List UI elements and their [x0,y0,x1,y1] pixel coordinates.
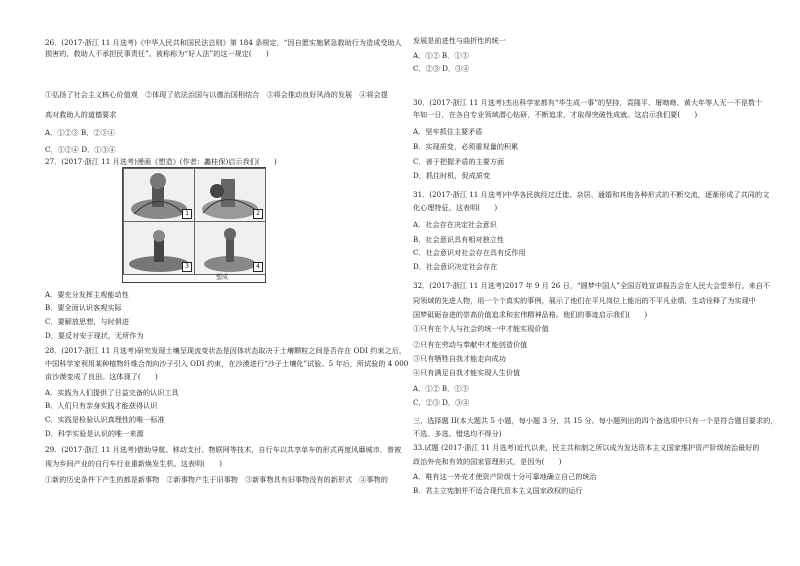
text-line: C．要解放思想，与时俱进 [45,317,130,326]
cartoon-panel-2 [194,168,266,222]
text-line: 化心理特征。这表明( ) [413,203,498,212]
cartoon-panel-3 [123,221,195,275]
panel-number: 1 [182,209,192,219]
text-line: C．②③ D．③④ [413,398,470,407]
text-line: 不选、多选、错选均不得分) [413,429,502,438]
text-line: B．君主立宪制并不适合现代资本主义国家政权的运行 [413,486,583,495]
text-line: B．社会意识具有相对独立性 [413,235,504,244]
text-line: 33.试题 (2017·浙江 11 月选考)近代以来，民主共和制之所以成为发达资本主义国家维护资产阶级统治最好的 [413,443,760,452]
cartoon-panel-4 [194,221,266,275]
text-line: 损害的，救助人不承担民事责任”。被称称为“好人法”的这一规定( ) [45,49,269,58]
text-line: D．要反对安于现状，无所作为 [45,331,144,340]
text-line: A．①②③ B．②③④ [45,128,115,137]
text-line: D．抓住时机，促成质变 [413,171,491,180]
panel-number: 4 [253,262,263,272]
text-line: D．科学实验是认识的唯一来源 [45,429,144,438]
text-line: 发展是前进性与曲折性的统一 [413,36,506,45]
text-line: 中国科学家利用某种植物纤维合剂向沙子引入 ODI 约束，在沙漠进行“沙子土壤化”试验。5 年后，所试验的 4 000 [45,359,409,368]
text-line: A．唯有这一外壳才使资产阶级十分可靠地确立自己的统治 [413,472,597,481]
text-line: A．实践为人们提供了日益完备的认识工具 [45,388,179,397]
text-line: 高对救助人的道德要求 [45,110,117,119]
text-line: C．善于把握矛盾的主要方面 [413,157,505,166]
text-line: 同领域的先进人物，用一个个真实的事例，展示了他们在平凡岗位上能出的不平凡业绩，生动诠释了为实现中 [413,296,756,305]
panel-number: 3 [182,262,192,272]
text-line: C．实践是检验认识真理性的唯一标准 [45,415,165,424]
text-line: A．①② B．①③ [413,384,469,393]
text-line: C．社会意识对社会存在具有反作用 [413,248,526,257]
text-line: ②只有在劳动与奉献中才能创造价值 [413,340,528,349]
text-line: 年如一日，在各自专业领域潜心钻研，不断追求，才取得突破性成就。这启示我们要( ) [413,110,698,119]
text-line: B．要全面认识客观实际 [45,303,122,312]
text-line: A．①② B．①③ [413,51,469,60]
text-line: 亩沙漠变成了良田。这体现了( ) [45,372,158,381]
text-line: ①新的历史条件下产生的都是新事物 ②新事物产生于旧事物 ③新事物具有旧事物没有的新形式 ④事物的 [45,475,388,484]
text-line: 视为乡间产业的自行车行业重新焕发生机。这表明( ) [45,459,223,468]
text-line: 27．(2017·浙江 11 月选考)漫画《塑造》(作者：蠡桂保)启示我们( ) [45,157,277,166]
text-line: D．社会意识决定社会存在 [413,262,498,271]
panel-number: 2 [253,209,263,219]
text-line: B．实现质变，必须重视量的积累 [413,142,519,151]
cartoon-shaping [122,167,266,283]
text-line: 30．(2017·浙江 11 月选考)杰出科学家都有“毕生成一事”的坚持，袁隆平、屠呦呦、黄大年等人无一不是数十 [413,98,763,107]
text-line: A．要充分发挥主观能动性 [45,290,129,299]
text-line: ①只有在个人与社会的统一中才能实现价值 [413,324,549,333]
text-line: ③只有牺牲自我才能走向成功 [413,354,506,363]
text-line: B．人们只有亲身实践才能获得认识 [45,401,158,410]
text-line: A．坚牢抓住主要矛盾 [413,127,483,136]
cartoon-caption: 塑成 [216,274,229,281]
text-line: 31．(2017·浙江 11 月选考)中华各民族经过迁徙、杂居、通婚和其他各种形式的不断交流，逐渐形成了共同的文 [413,190,770,199]
cartoon-panel-1 [123,168,195,222]
text-line: ①弘扬了社会主义核心价值观 ②体现了依法治国与以德治国相结合 ③将会推动良好风尚的发展 ④将会提 [45,90,388,99]
text-line: C．①②④ D．①③④ [45,145,116,154]
text-line: 政治外壳和有效的国家管理形式，是因为( ) [413,457,562,466]
text-line: 26．(2017·浙江 11 月选考)《中华人民共和国民法总则》第 184 条规定，“因自愿实施紧急救助行为造成受助人 [45,38,402,47]
text-line: 28．(2017·浙江 11 月选考)研究发现土壤呈现流变状态是因体状态取决于土壤颗粒之间是否存在 ODI 约束之后， [45,346,407,355]
text-line: A．社会存在决定社会意识 [413,220,497,229]
text-line: 三、选择题 II(本大题共 5 小题，每小题 3 分，共 15 分。每小题列出的四个备选项中只有一个是符合题目要求的， [413,416,778,425]
text-line: 国梦砥砺奋进的崇高价值追求和宏伟精神品格。他们的事迹启示我们( ) [413,310,648,319]
text-line: ④只有满足自我才能实现人生价值 [413,368,521,377]
text-line: C．②③ D．③④ [413,64,470,73]
text-line: 32．(2017·浙江 11 月选考)2017 年 9 月 26 日，“圆梦中国人”全国百姓宣讲报告会在人民大会堂举行。来自不 [413,281,771,290]
text-line: 29．(2017·浙江 11 月选考)借助导航、移动支付、物联网等技术，自行车以共享单车的形式再度风靡城市，曾被 [45,445,402,454]
